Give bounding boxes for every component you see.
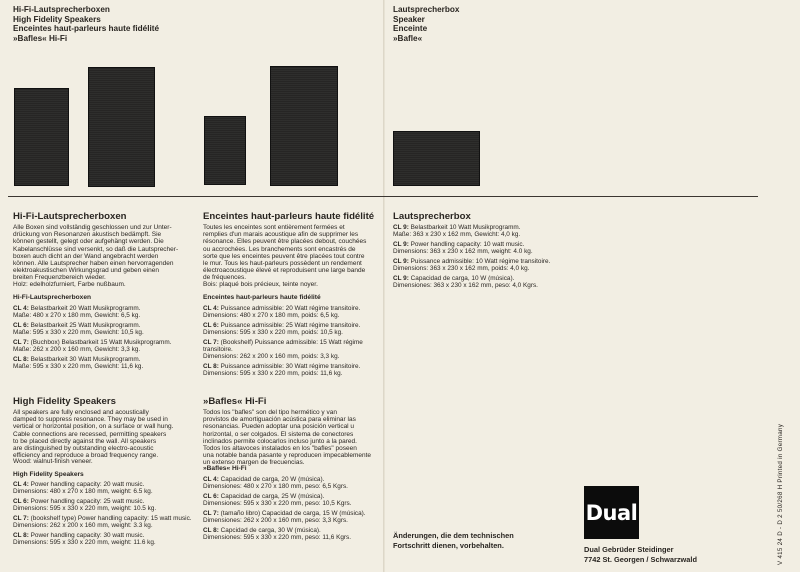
model-text: (bookshelf type) Power handling capacity: 15 watt music. bbox=[30, 515, 192, 522]
speaker-image-cl7 bbox=[204, 116, 246, 185]
model-dim: Dimensions: 595 x 330 x 220 mm, poids: 11,6 kg. bbox=[203, 370, 343, 378]
change-notice bbox=[393, 531, 514, 551]
model-list-cl9 bbox=[393, 224, 573, 292]
model-dim: Dimensions: 262 x 200 x 160 mm, weight: 3.3 kg. bbox=[13, 522, 153, 530]
model-item bbox=[13, 356, 203, 370]
model-name: CL 4: bbox=[13, 481, 29, 488]
model-name: CL 6: bbox=[13, 322, 29, 329]
dual-logo: Dual bbox=[584, 486, 639, 539]
model-text: Puissance admissible: 10 Watt régime transitoire. bbox=[410, 258, 551, 265]
model-item bbox=[203, 476, 381, 490]
model-name: CL 4: bbox=[203, 305, 219, 312]
model-item bbox=[13, 532, 203, 546]
model-text: Belastbarkeit 20 Watt Musikprogramm. bbox=[30, 305, 141, 312]
model-name: CL 7: bbox=[13, 515, 29, 522]
section-title-cl9: Lautsprecherbox bbox=[393, 211, 471, 222]
model-text: (Buchbox) Belastbarkeit 15 Watt Musikprogramm. bbox=[30, 339, 172, 346]
model-dim: Dimensiones: 595 x 330 x 220 mm, peso: 11,6 Kgrs. bbox=[203, 534, 352, 542]
speaker-image-cl9 bbox=[393, 131, 480, 186]
models-title-en: High Fidelity Speakers bbox=[13, 471, 84, 478]
header-line: Speaker bbox=[393, 14, 425, 24]
section-title-es: »Bafles« Hi-Fi bbox=[203, 396, 267, 407]
model-dim: Dimensions: 595 x 330 x 220 mm, poids: 10,5 kg. bbox=[203, 329, 343, 337]
model-item bbox=[393, 258, 573, 272]
company-line: 7742 St. Georgen / Schwarzwald bbox=[584, 555, 697, 564]
model-item bbox=[13, 322, 203, 336]
model-name: CL 8: bbox=[203, 527, 219, 534]
model-name: CL 7: bbox=[203, 510, 219, 517]
model-dim: Maße: 363 x 230 x 162 mm, Gewicht: 4,0 kg. bbox=[393, 231, 521, 239]
model-text: Power handling capacity: 25 watt music. bbox=[30, 498, 145, 505]
model-name: CL 6: bbox=[203, 493, 219, 500]
model-dim: Maße: 262 x 200 x 160 mm, Gewicht: 3,3 kg. bbox=[13, 346, 141, 354]
model-item bbox=[203, 339, 381, 361]
model-name: CL 8: bbox=[13, 356, 29, 363]
horizontal-rule bbox=[8, 196, 758, 197]
model-dim: Dimensions: 595 x 330 x 220 mm, weight: 10.5 kg. bbox=[13, 505, 157, 513]
model-item bbox=[203, 527, 381, 541]
model-text: Capcidad de carga, 30 W (música). bbox=[220, 527, 321, 534]
model-list-fr bbox=[203, 305, 381, 380]
section-title-en: High Fidelity Speakers bbox=[13, 396, 116, 407]
model-name: CL 9: bbox=[393, 241, 409, 248]
model-dim: Dimensiones: 480 x 270 x 180 mm, peso: 6,5 Kgrs. bbox=[203, 483, 348, 491]
model-text: Puissance admissible: 30 Watt régime transitoire. bbox=[220, 363, 361, 371]
model-text: Puissance admissible: 25 Watt régime transitoire. bbox=[220, 322, 361, 329]
company-address bbox=[584, 545, 697, 565]
model-item bbox=[393, 275, 573, 289]
model-dim: Dimensions: 363 x 230 x 162 mm, poids: 4,0 kg. bbox=[393, 265, 530, 273]
speaker-image-cl4 bbox=[270, 66, 338, 186]
model-list-de bbox=[13, 305, 203, 373]
model-item bbox=[13, 339, 203, 353]
model-list-en bbox=[13, 481, 203, 549]
model-dim: Dimensiones: 262 x 200 x 160 mm, peso: 3,3 Kgrs. bbox=[203, 517, 348, 525]
wood-note-fr: Bois: plaqué bois précieux, teinte noyer. bbox=[203, 281, 318, 288]
model-dim: Dimensions: 363 x 230 x 162 mm, weight: 4.0 kg. bbox=[393, 248, 533, 256]
header-line: »Bafle« bbox=[393, 33, 423, 43]
model-item bbox=[203, 493, 381, 507]
model-item bbox=[393, 224, 573, 238]
model-dim: Dimensions: 480 x 270 x 180 mm, poids: 6,5 kg. bbox=[203, 312, 340, 320]
section-title-de: Hi-Fi-Lautsprecherboxen bbox=[13, 211, 127, 222]
page-fold bbox=[383, 0, 385, 572]
model-dim: Maße: 595 x 330 x 220 mm, Gewicht: 10,5 kg. bbox=[13, 329, 144, 337]
model-list-es bbox=[203, 476, 381, 544]
wood-note-de: Holz: edelholzfurniert, Farbe nußbaum. bbox=[13, 281, 126, 288]
model-text: Power handling capacity: 20 watt music. bbox=[30, 481, 145, 488]
model-name: CL 8: bbox=[13, 532, 29, 539]
model-item bbox=[393, 241, 573, 255]
company-line: Dual Gebrüder Steidinger bbox=[584, 545, 674, 554]
model-dim: Dimensions: 480 x 270 x 180 mm, weight: 6.5 kg. bbox=[13, 488, 153, 496]
header-right bbox=[393, 5, 459, 43]
notice-line: Fortschritt dienen, vorbehalten. bbox=[393, 541, 504, 550]
model-item bbox=[13, 305, 203, 319]
notice-line: Änderungen, die dem technischen bbox=[393, 531, 514, 540]
models-title-fr: Enceintes haut-parleurs haute fidélité bbox=[203, 294, 321, 301]
model-item bbox=[13, 498, 203, 512]
model-item bbox=[13, 515, 203, 529]
model-item bbox=[13, 481, 203, 495]
models-title-es: »Bafles« Hi-Fi bbox=[203, 465, 247, 472]
header-line: High Fidelity Speakers bbox=[13, 14, 101, 24]
header-left bbox=[13, 5, 159, 43]
model-name: CL 9: bbox=[393, 258, 409, 265]
speaker-image-cl6 bbox=[14, 88, 69, 186]
model-name: CL 9: bbox=[393, 224, 409, 231]
model-text: Capacidad de carga, 20 W (música). bbox=[220, 476, 325, 483]
model-text: Puissance admissible: 20 Watt régime transitoire. bbox=[220, 305, 361, 312]
model-dim: Dimensiones: 363 x 230 x 162 mm, peso: 4,0 Kgrs. bbox=[393, 282, 538, 290]
header-line: Hi-Fi-Lautsprecherboxen bbox=[13, 5, 110, 14]
model-name: CL 4: bbox=[203, 476, 219, 483]
model-dim: Dimensions: 262 x 200 x 160 mm, poids: 3,3 kg. bbox=[203, 353, 340, 361]
header-line: Enceinte bbox=[393, 24, 428, 34]
model-text: Power handling capacity: 10 watt music. bbox=[410, 241, 525, 248]
model-text: Power handling capacity: 30 watt music. bbox=[30, 532, 145, 539]
model-text: Belastbarkeit 30 Watt Musikprogramm. bbox=[30, 356, 141, 363]
model-name: CL 6: bbox=[13, 498, 29, 505]
section-body-es: Todos los "bafles" son del tipo hermético y van provistos de amortiguación acústica para eliminar las resonancias. Pueden adoptar una posición vertical u horizontal, o ser colgados. El sistema de conectores inclinados permite colocarlos incluso junto a la pared. Todos los altavoces instalados en los "bafles" poseen una notable banda pasante y reproducen impecablemente un extenso margen de frecuencias. bbox=[203, 409, 372, 467]
model-text: Belastbarkeit 10 Watt Musikprogramm. bbox=[410, 224, 521, 231]
model-item bbox=[203, 322, 381, 336]
model-dim: Maße: 480 x 270 x 180 mm, Gewicht: 6,5 kg. bbox=[13, 312, 141, 320]
section-body-en: All speakers are fully enclosed and acoustically damped to suppress resonance. They may be used in vertical or horizontal position, on a surface or wall hung. Cable connections are recessed, permitting speakers to be placed directly against the wall. All speakers are distinguished by outstanding electro-acoustic efficiency and reproduce a broad frequency range. bbox=[13, 409, 174, 460]
model-item bbox=[203, 510, 381, 524]
model-text: Capacidad de carga, 25 W (música). bbox=[220, 493, 325, 500]
model-dim: Maße: 595 x 330 x 220 mm, Gewicht: 11,6 kg. bbox=[13, 363, 144, 371]
model-dim: Dimensions: 595 x 330 x 220 mm, weight: 11.6 kg. bbox=[13, 539, 156, 547]
model-name: CL 8: bbox=[203, 363, 219, 371]
section-body-fr: Toutes les enceintes sont entièrement fermées et remplies d'un marais acoustique afin de supprimer les résonance. Elles peuvent être placées debout, couchées ou accrochées. Les branchements sont encastrés de sorte que les enceintes peuvent être placées tout contre le mur. Tous les haut-parleurs possèdent un rendement électroacoustique élevé et reproduisent une large bande de fréquences. bbox=[203, 224, 367, 282]
section-title-fr: Enceintes haut-parleurs haute fidélité bbox=[203, 211, 375, 222]
model-item bbox=[203, 305, 381, 319]
model-text: Belastbarkeit 25 Watt Musikprogramm. bbox=[30, 322, 141, 329]
model-text: (Bookshelf) Puissance admissible: 15 Watt régime transitoire. bbox=[203, 339, 363, 354]
speaker-image-cl8 bbox=[88, 67, 155, 187]
model-text: (tamaño libro) Capacidad de carga, 15 W (música). bbox=[220, 510, 366, 517]
print-code: V 415 24 D - D 2 50/268 H Printed in Germany bbox=[777, 423, 784, 565]
wood-note-en: Wood: walnut-finish veneer. bbox=[13, 458, 93, 465]
model-text: Capacidad de carga, 10 W (música). bbox=[410, 275, 515, 282]
model-name: CL 7: bbox=[203, 339, 219, 346]
header-line: Enceintes haut-parleurs haute fidélité bbox=[13, 24, 160, 34]
model-dim: Dimensiones: 595 x 330 x 220 mm, peso: 10,5 Kgrs. bbox=[203, 500, 352, 508]
model-item bbox=[203, 363, 381, 377]
model-name: CL 4: bbox=[13, 305, 29, 312]
model-name: CL 6: bbox=[203, 322, 219, 329]
models-title-de: Hi-Fi-Lautsprecherboxen bbox=[13, 294, 92, 301]
header-line: Lautsprecherbox bbox=[393, 5, 460, 14]
section-body-de: Alle Boxen sind vollständig geschlossen und zur Unter- drückung von Resonanzen akustisch bedämpft. Sie können gestellt, gelegt oder aufgehängt werden. Die Kabelanschlüsse sind versenkt, so daß die Lautsprecher- boxen auch dicht an der Wand angebracht werden können. Alle Lautsprecher haben einen hervorragenden elektroakustischen Wirkungsgrad und geben einen breiten Frequenzbereich wieder. bbox=[13, 224, 179, 282]
header-line: »Bafles« Hi-Fi bbox=[13, 33, 68, 43]
model-name: CL 7: bbox=[13, 339, 29, 346]
model-name: CL 9: bbox=[393, 275, 409, 282]
